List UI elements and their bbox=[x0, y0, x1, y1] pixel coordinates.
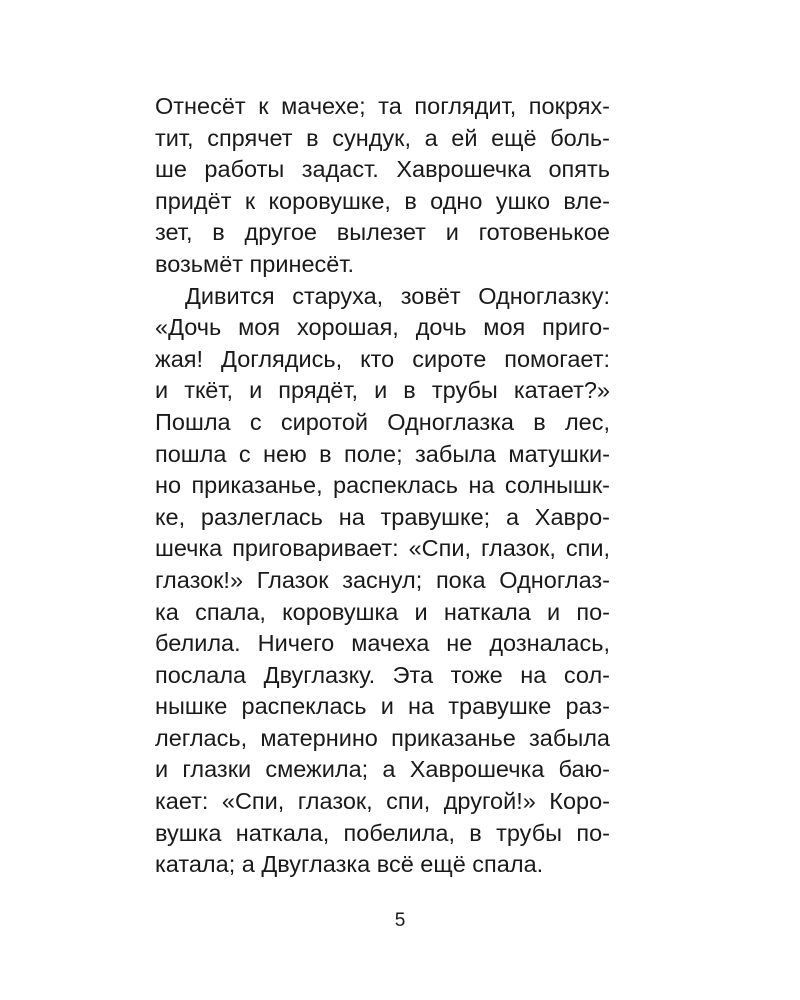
text-line: тит, спрячет в сундук, а ей ещё боль- bbox=[155, 124, 610, 151]
text-line: возьмёт принесёт. bbox=[155, 250, 355, 277]
text-line: шечка приговаривает: «Спи, глазок, спи, bbox=[155, 535, 610, 562]
text-line: леглась, матернино приказанье забыла bbox=[155, 724, 610, 751]
text-line: придёт к коровушке, в одно ушко вле- bbox=[155, 187, 610, 214]
text-line: Пошла с сиротой Одноглазка в лес, bbox=[155, 408, 610, 435]
text-line: зет, в другое вылезет и готовенькое bbox=[155, 219, 610, 246]
text-line: послала Двуглазку. Эта тоже на сол- bbox=[155, 661, 610, 688]
text-line: глазок!» Глазок заснул; пока Одноглаз- bbox=[155, 566, 610, 593]
text-line: «Дочь моя хорошая, дочь моя приго- bbox=[155, 314, 610, 341]
text-line: ка спала, коровушка и наткала и по- bbox=[155, 598, 610, 625]
text-line: катала; а Двуглазка всё ещё спала. bbox=[155, 851, 544, 878]
text-line: пошла с нею в поле; забыла матушки- bbox=[155, 440, 610, 467]
paragraph-1 bbox=[155, 91, 610, 281]
text-line: и глазки смежила; а Хаврошечка баю- bbox=[155, 756, 610, 783]
text-line: кает: «Спи, глазок, спи, другой!» Коро- bbox=[155, 788, 610, 815]
text-line: ше работы задаст. Хаврошечка опять bbox=[155, 156, 610, 183]
text-line: и ткёт, и прядёт, и в трубы катает?» bbox=[155, 377, 610, 404]
paragraph-2 bbox=[155, 281, 610, 881]
text-line: ке, разлеглась на травушке; а Хавро- bbox=[155, 503, 610, 530]
text-line: жая! Доглядись, кто сироте помогает: bbox=[155, 345, 610, 372]
text-line: нышке распеклась и на травушке раз- bbox=[155, 693, 610, 720]
text-line: Дивится старуха, зовёт Одноглазку: bbox=[185, 282, 610, 309]
text-line: белила. Ничего мачеха не дозналась, bbox=[155, 630, 610, 657]
page-number: 5 bbox=[394, 910, 406, 931]
page-body bbox=[155, 91, 610, 881]
text-line: но приказанье, распеклась на солнышк- bbox=[155, 472, 610, 499]
text-line: Отнесёт к мачехе; та поглядит, покрях- bbox=[155, 93, 610, 119]
text-line: вушка наткала, побелила, в трубы по- bbox=[155, 819, 610, 846]
